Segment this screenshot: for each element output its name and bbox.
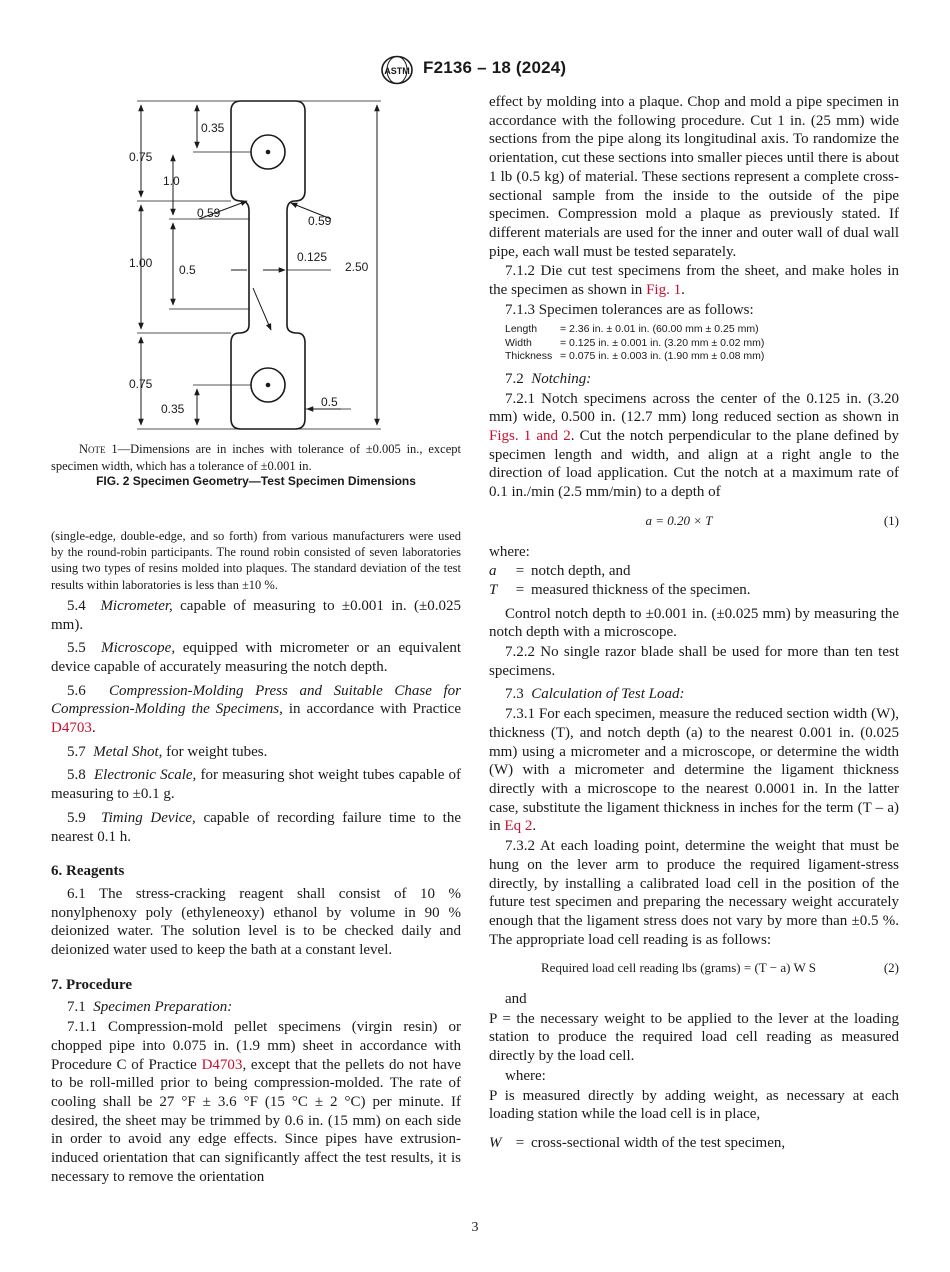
para-number: 7.1 — [67, 999, 86, 1016]
para-text: equipped with micrometer or an equivalent device capable of accurately measuring the notch depth. — [51, 640, 461, 675]
tolerance-name: Width — [505, 336, 532, 349]
tolerance-value: = 0.075 in. ± 0.003 in. (1.90 mm ± 0.08 mm) — [560, 350, 765, 363]
para-number: 7.3 — [505, 686, 524, 703]
continued-paragraph: (single-edge, double-edge, and so forth) from various manufacturers were used by the round-robin participants. The round robin consisted of seven laboratories using two types of resins molded into plaques. The standard deviation of the test results within laboratories is less than ±10 %. — [51, 529, 461, 592]
para-title: Calculation of Test Load: — [531, 686, 685, 703]
para-5-7 — [51, 743, 461, 762]
definition-list — [489, 1134, 899, 1153]
specimen-drawing — [51, 93, 461, 443]
para-text: 7.1.1 Compression-mold pellet specimens (virgin resin) or chopped pipe into 0.075 in. (1.9 mm) sheet in accordance with Procedure C of Practice — [51, 1019, 461, 1073]
para-text: for measuring shot weight tubes capable of measuring to ±0.1 g. — [51, 767, 462, 803]
definition-equals: = — [515, 581, 525, 598]
definition-symbol: a — [489, 563, 497, 580]
para-5-8 — [51, 766, 461, 803]
para-7-2-2: 7.2.2 No single razor blade shall be used for more than ten test specimens. — [489, 644, 899, 679]
para-number: 5.4 — [67, 597, 86, 614]
definition-row — [489, 562, 899, 581]
specimen-figure — [51, 93, 461, 443]
equation-number: (2) — [883, 960, 899, 976]
para-number: 5.9 — [67, 809, 86, 826]
para-number: 5.5 — [67, 640, 86, 657]
para-7-1 — [51, 998, 461, 1017]
para-text: , except that the pellets do not have to be roll-milled prior to being compression-molded. The rate of cooling shall be 27 °F ± 3.6 °F (15 °C ± 2 °C) per minute. If desired, the sheet may be trimmed by 0.6 in. (15 mm) on each side in order to avoid any edge effects. Since pipes have extrusion-induced orientation that can significantly affect the test results, it is necessary to remove the orientation — [51, 1056, 461, 1185]
dim-label: 0.75 — [129, 150, 153, 164]
tolerance-table — [505, 323, 899, 364]
dim-label: 0.59 — [197, 206, 221, 220]
where-label: where: — [505, 1067, 546, 1084]
para-text: 7.1.2 Die cut test specimens from the sheet, and make holes in the specimen as shown in — [489, 263, 899, 299]
definition-row — [489, 1134, 899, 1153]
dim-label: 0.35 — [161, 402, 185, 416]
link-eq-2[interactable]: Eq 2 — [504, 818, 533, 835]
para-title: Microscope, — [101, 640, 176, 657]
dimension-lines — [141, 105, 377, 425]
para-text: . Cut the notch perpendicular to the plane defined by specimen length and width, and align at a right angle to the direction of load application. Cut the notch at a maximum rate of 0.1 in./min (2.5 mm/min) to a depth of — [489, 428, 899, 501]
para-number: 5.6 — [67, 682, 86, 699]
para-5-9 — [51, 809, 461, 846]
definition-symbol: T — [489, 581, 498, 598]
dim-label: 0.35 — [201, 121, 225, 135]
para-7-1-3: 7.1.3 Specimen tolerances are as follows: — [505, 301, 754, 318]
equation-expression: a = 0.20 × T — [645, 512, 713, 528]
definition-equals: = — [515, 563, 525, 580]
para-title: Timing Device, — [101, 809, 196, 826]
link-d4703[interactable]: D4703 — [201, 1056, 243, 1073]
right-column — [489, 93, 899, 1153]
dim-label: 1.0 — [163, 174, 180, 188]
definition-text: measured thickness of the specimen. — [531, 581, 751, 598]
definition-row — [489, 581, 899, 600]
para-text: for weight tubes. — [166, 743, 268, 760]
hole-centers — [266, 150, 271, 388]
dim-label: 0.5 — [179, 263, 196, 277]
equation-1 — [489, 512, 899, 531]
para-7-3-2: 7.3.2 At each loading point, determine the weight that must be hung on the lever arm to produce the required ligament-stress directly, by installing a calibrated load cell in the position of the future test specimen and preparing the necessary weight accurately enough that the ligament stress does not vary by more than ±0.5 %. The appropriate load cell reading is as follows: — [489, 838, 899, 948]
para-7-2 — [489, 370, 899, 389]
link-fig-1[interactable]: Fig. 1 — [646, 282, 682, 299]
and-label: and — [505, 991, 527, 1008]
note-text: —Dimensions are in inches with tolerance of ±0.005 in., except specimen width, which has a tolerance of ±0.001 in. — [51, 442, 461, 473]
definition-list — [489, 562, 899, 599]
para-P-definition: P = the necessary weight to be applied to the lever at the loading station to produce the required load cell reading as measured directly by the load cell. — [489, 1010, 899, 1065]
tolerance-row — [505, 323, 899, 337]
link-figs-1-2[interactable]: Figs. 1 and 2 — [489, 428, 571, 445]
dim-label: 1.00 — [129, 256, 153, 270]
tolerance-value: = 2.36 in. ± 0.01 in. (60.00 mm ± 0.25 mm) — [560, 323, 759, 336]
para-P-measured: P is measured directly by adding weight, as necessary at each loading station while the load cell is in place, — [489, 1087, 899, 1123]
para-title: Specimen Preparation: — [93, 999, 233, 1016]
definition-text: cross-sectional width of the test specimen, — [531, 1134, 786, 1151]
astm-logo-icon — [380, 55, 414, 85]
note-label: Note 1 — [79, 442, 118, 456]
para-7-2-1 — [489, 390, 899, 502]
tolerance-name: Length — [505, 323, 538, 336]
tolerance-value: = 0.125 in. ± 0.001 in. (3.20 mm ± 0.02 mm) — [560, 336, 765, 349]
para-5-5 — [51, 639, 461, 676]
para-number: 7.2 — [505, 370, 524, 387]
dim-label: 0.5 — [321, 395, 338, 409]
dim-label: 0.75 — [129, 377, 153, 391]
para-text: capable of measuring to ±0.001 in. (±0.025 mm). — [51, 597, 461, 633]
para-title: Micrometer, — [100, 597, 173, 614]
para-text: . — [532, 818, 537, 835]
tolerance-row — [505, 350, 899, 364]
para-title: Metal Shot, — [93, 743, 163, 760]
para-text: in accordance with Practice — [288, 701, 461, 718]
definition-symbol: W — [489, 1134, 502, 1151]
equation-expression: Required load cell reading lbs (grams) = (T − a) W S — [541, 960, 816, 976]
dim-label: 2.50 — [345, 260, 369, 274]
definition-equals: = — [515, 1134, 525, 1151]
left-column — [51, 528, 461, 1188]
para-7-1-2 — [489, 262, 899, 299]
para-text: capable of recording failure time to the nearest 0.1 h. — [51, 809, 462, 845]
para-7-1-1-continued: effect by molding into a plaque. Chop and mold a pipe specimen in accordance with the following procedure. Cut 1 in. (25 mm) wide sections from the pipe along its longitudinal axis. To randomize the orientation, cut these sections into smaller pieces until there is about 1 lb (0.5 kg) of material. These sections represent a complete cross-sectional sample from the inside to the outside of the pipe specimen. Compression mold a plaque as previously stated. If different materials are used for the inner and outer wall of dual wall pipe, each wall must be tested separately. — [489, 94, 899, 260]
page-number: 3 — [471, 1220, 479, 1235]
document-designation: F2136 – 18 (2024) — [423, 58, 567, 77]
para-text: 7.3.1 For each specimen, measure the reduced section width (W), thickness (T), and notch depth (a) to the nearest 0.001 in. (0.025 mm) using a micrometer and a microscope, or determine the width (W) with a micrometer and determine the ligament thickness directly with a microscope to the nearest 0.0001 in. In the latter case, substitute the ligament thickness in inches for the term (T – a) in — [489, 706, 899, 835]
link-d4703[interactable]: D4703 — [51, 720, 92, 737]
para-control-notch: Control notch depth to ±0.001 in. (±0.025 mm) by measuring the notch depth with a microscope. — [489, 605, 899, 641]
section-heading-7: 7. Procedure — [51, 976, 133, 993]
para-title: Electronic Scale, — [94, 767, 197, 784]
para-number: 5.8 — [67, 767, 86, 784]
para-7-3 — [489, 685, 899, 704]
equation-number: (1) — [883, 512, 899, 528]
dim-label: 0.125 — [297, 250, 328, 264]
para-number: 5.7 — [67, 743, 86, 760]
figure-caption: FIG. 2 Specimen Geometry—Test Specimen Dimensions — [96, 474, 416, 488]
para-title: Compression-Molding Press and Suitable Chase for Compression-Molding the Specimens, — [51, 682, 461, 718]
logo-text: ASTM — [384, 66, 410, 76]
figure-note — [51, 441, 461, 474]
where-label: where: — [489, 543, 530, 560]
para-5-6 — [51, 682, 461, 738]
para-text: . — [91, 720, 96, 737]
equation-2 — [489, 959, 899, 978]
para-text: 7.2.1 Notch specimens across the center of the 0.125 in. (3.20 mm) wide, 0.500 in. (12.7 mm) long reduced section as shown in — [489, 390, 899, 426]
para-7-1-1 — [51, 1018, 461, 1186]
para-7-3-1 — [489, 705, 899, 836]
page-header — [0, 55, 950, 85]
para-5-4 — [51, 597, 461, 634]
definition-text: notch depth, and — [531, 563, 631, 580]
dim-label: 0.59 — [308, 214, 332, 228]
section-heading-6: 6. Reagents — [51, 863, 125, 880]
para-title: Notching: — [531, 370, 592, 387]
tolerance-row — [505, 337, 899, 351]
tolerance-name: Thickness — [505, 350, 553, 363]
para-6-1: 6.1 The stress-cracking reagent shall consist of 10 % nonylphenoxy poly (ethyleneoxy) ethanol by volume in 90 % deionized water. The solution level is to be checked daily and deionized water used to keep the bath at a constant level. — [51, 885, 461, 959]
para-text: . — [681, 282, 685, 299]
